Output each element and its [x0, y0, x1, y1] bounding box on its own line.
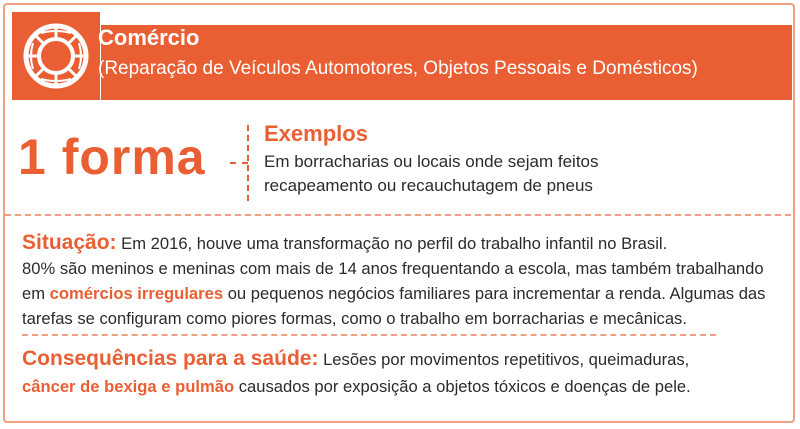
header-subtitle: (Reparação de Veículos Automotores, Objetos Pessoais e Domésticos)	[98, 58, 698, 79]
consequences-label: Consequências para a saúde:	[22, 347, 319, 370]
forms-count: 1 forma	[18, 129, 206, 185]
examples-line-1: Em borracharias ou locais onde sejam feitos	[264, 152, 599, 171]
section-divider	[5, 214, 791, 216]
situation-label: Situação:	[22, 231, 117, 254]
connector-vertical	[247, 125, 249, 201]
consequences-text-1: Lesões por movimentos repetitivos, queimaduras,	[318, 350, 690, 369]
connector-horizontal	[230, 162, 248, 164]
situation-text-2: 80% são meninos e meninas com mais de 14 anos frequentando a escola, mas também trabalhando	[22, 259, 764, 278]
situation-text-3: ou pequenos negócios familiares para incrementar a renda. Algumas das tarefas se configuram como piores formas, como o trabalho em borracharias e mecânicas.	[22, 284, 766, 328]
examples-text	[264, 150, 684, 198]
inner-divider	[22, 334, 716, 336]
situation-text-1: Em 2016, houve uma transformação no perfil do trabalho infantil no Brasil.	[116, 234, 668, 253]
header-icon-box	[12, 12, 100, 100]
consequences-section	[22, 345, 782, 400]
situation-text-em: em	[22, 284, 50, 303]
examples-line-2: recapeamento ou recauchutagem de pneus	[264, 176, 593, 195]
situation-section	[22, 230, 782, 331]
situation-highlight: comércios irregulares	[49, 284, 224, 303]
consequences-text-2: causados por exposição a objetos tóxicos e doenças de pele.	[234, 377, 691, 396]
consequences-highlight: câncer de bexiga e pulmão	[22, 377, 235, 396]
examples-title: Exemplos	[264, 121, 368, 146]
tire-icon	[21, 21, 91, 91]
header-title: Comércio	[98, 25, 200, 50]
